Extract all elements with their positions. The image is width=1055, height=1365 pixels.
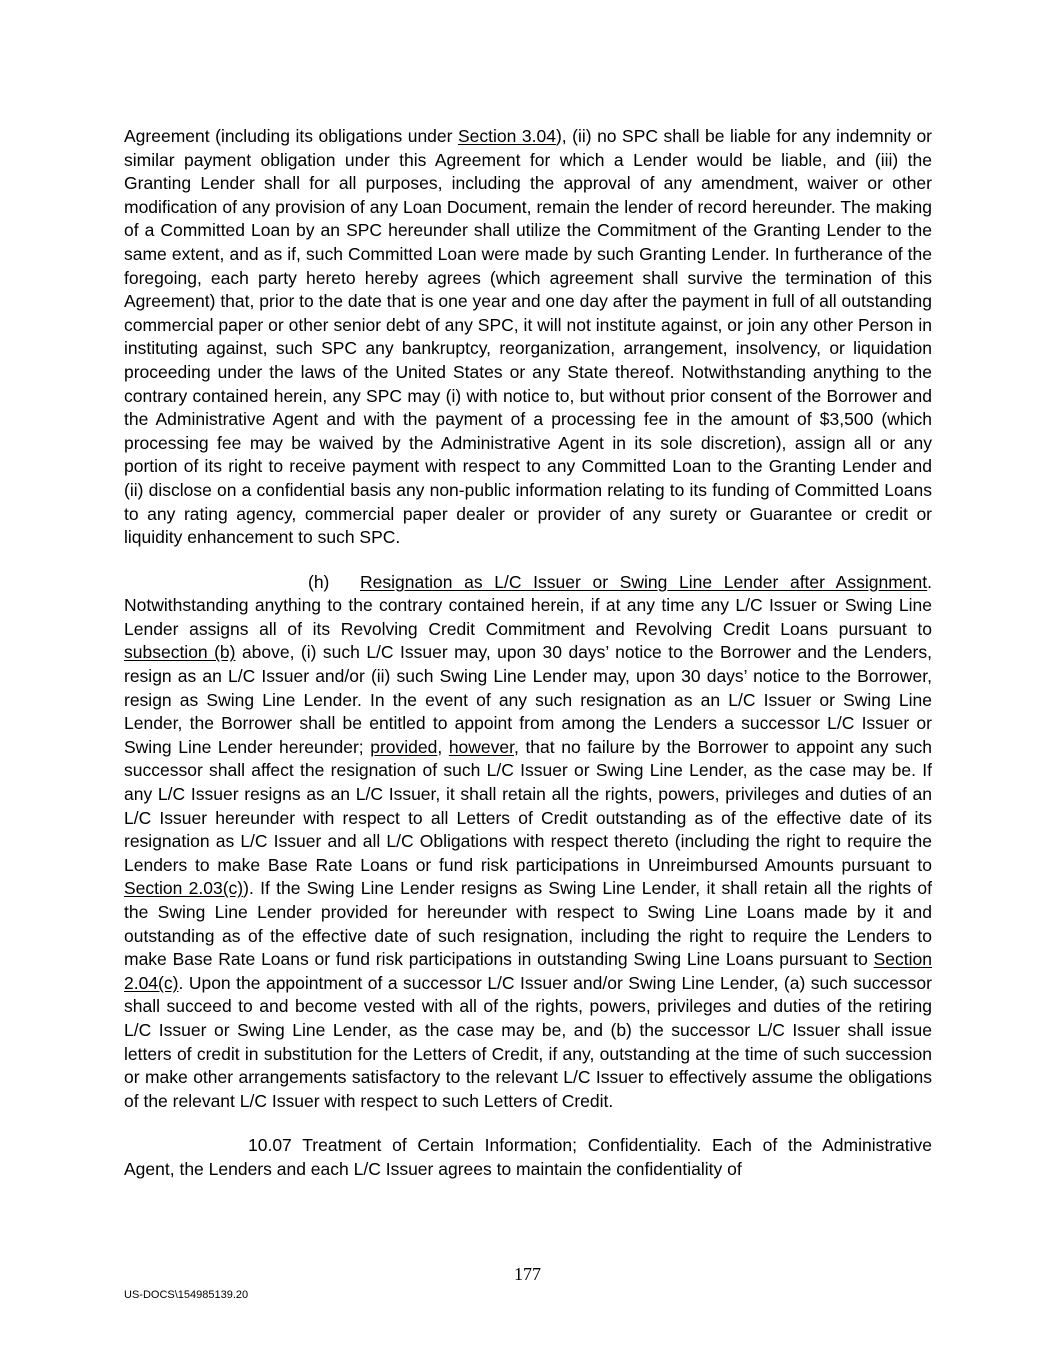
document-page	[124, 125, 932, 1182]
text-run: . Notwithstanding anything to the contrary contained herein, if at any time any L/C Issuer or Swing Line Lender assigns all of its Revolving Credit Commitment and Revolving Credit Loans pursuant to	[124, 571, 932, 639]
section-reference: Section 3.04	[457, 126, 556, 146]
page-number: 177	[514, 1264, 541, 1284]
section-number: 10.07	[248, 1135, 292, 1156]
text-run: above, (i) such L/C Issuer may, upon 30 days’ notice to the Borrower and the Lenders, resign as an L/C Issuer and/or (ii) such Swing Line Lender may, upon 30 days’ notice to the Borrower, resign as Swing Line Lender. In the event of any such resignation as an L/C Issuer or Swing Line Lender, the Borrower shall be entitled to appoint from among the Lenders a successor L/C Issuer or Swing Line Lender hereunder;	[124, 642, 932, 757]
text-run: . Each of the Administrative Agent, the Lenders and each L/C Issuer agrees to maintain the confidentiality of	[124, 1135, 932, 1179]
text-run: Agreement (including its obligations under	[124, 126, 458, 146]
section-reference: Section 2.04(c)	[124, 949, 932, 993]
text-run: ,	[437, 736, 449, 757]
paragraph-section-10-07	[124, 1134, 932, 1181]
paragraph-gap	[124, 550, 932, 571]
proviso-term: however	[448, 736, 514, 757]
section-reference: subsection (b)	[124, 642, 236, 663]
text-run: ), (ii) no SPC shall be liable for any indemnity or similar payment obligation under this Agreement for which a Lender would be liable, and (iii) the Granting Lender shall for all purposes, including the approval of any amendment, waiver or other modification of any provision of any Loan Document, remain the lender of record hereunder. The making of a Committed Loan by an SPC hereunder shall utilize the Commitment of the Granting Lender to the same extent, and as if, such Committed Loan were made by such Granting Lender. In furtherance of the foregoing, each party hereto hereby agrees (which agreement shall survive the termination of this Agreement) that, prior to the date that is one year and one day after the payment in full of all outstanding commercial paper or other senior debt of any SPC, it will not institute against, or join any other Person in instituting against, such SPC any bankruptcy, reorganization, arrangement, insolvency, or liquidation proceeding under the laws of the United States or any State thereof. Notwithstanding anything to the contrary contained herein, any SPC may (i) with notice to, but without prior consent of the Borrower and the Administrative Agent and with the payment of a processing fee in the amount of $3,500 (which processing fee may be waived by the Administrative Agent in its sole discretion), assign all or any portion of its right to receive payment with respect to any Committed Loan to the Granting Lender and (ii) disclose on a confidential basis any non-public information relating to its funding of Committed Loans to any rating agency, commercial paper dealer or provider of any surety or Guarantee or credit or liquidity enhancement to such SPC.	[124, 126, 933, 548]
subsection-heading: Resignation as L/C Issuer or Swing Line Lender after Assignment	[360, 571, 928, 592]
text-run: ). If the Swing Line Lender resigns as Swing Line Lender, it shall retain all the rights of the Swing Line Lender provided for hereunder with respect to Swing Line Loans made by it and outstanding as of the effective date of such resignation, including the right to require the Lenders to make Base Rate Loans or fund risk participations in outstanding Swing Line Loans pursuant to	[124, 878, 932, 970]
proviso-term: provided	[370, 736, 438, 757]
paragraph-h-resignation	[124, 571, 932, 1114]
section-heading: Treatment of Certain Information; Confidentiality	[302, 1135, 697, 1156]
document-id: US-DOCS\154985139.20	[124, 1289, 249, 1301]
section-reference: Section 2.03(c)	[124, 878, 244, 899]
paragraph-spc-continuation	[124, 125, 932, 550]
text-run: . Upon the appointment of a successor L/C Issuer and/or Swing Line Lender, (a) such successor shall succeed to and become vested with all of the rights, powers, privileges and duties of the retiring L/C Issuer or Swing Line Lender, as the case may be, and (b) the successor L/C Issuer shall issue letters of credit in substitution for the Letters of Credit, if any, outstanding at the time of such succession or make other arrangements satisfactory to the relevant L/C Issuer to effectively assume the obligations of the relevant L/C Issuer with respect to such Letters of Credit.	[124, 972, 932, 1111]
text-run: , that no failure by the Borrower to appoint any such successor shall affect the resignation of such L/C Issuer or Swing Line Lender, as the case may be. If any L/C Issuer resigns as an L/C Issuer, it shall retain all the rights, powers, privileges and duties of an L/C Issuer hereunder with respect to all Letters of Credit outstanding as of the effective date of its resignation as L/C Issuer and all L/C Obligations with respect thereto (including the right to require the Lenders to make Base Rate Loans or fund risk participations in Unreimbursed Amounts pursuant to	[124, 736, 932, 875]
subsection-number: (h)	[308, 571, 330, 592]
paragraph-gap	[124, 1113, 932, 1134]
